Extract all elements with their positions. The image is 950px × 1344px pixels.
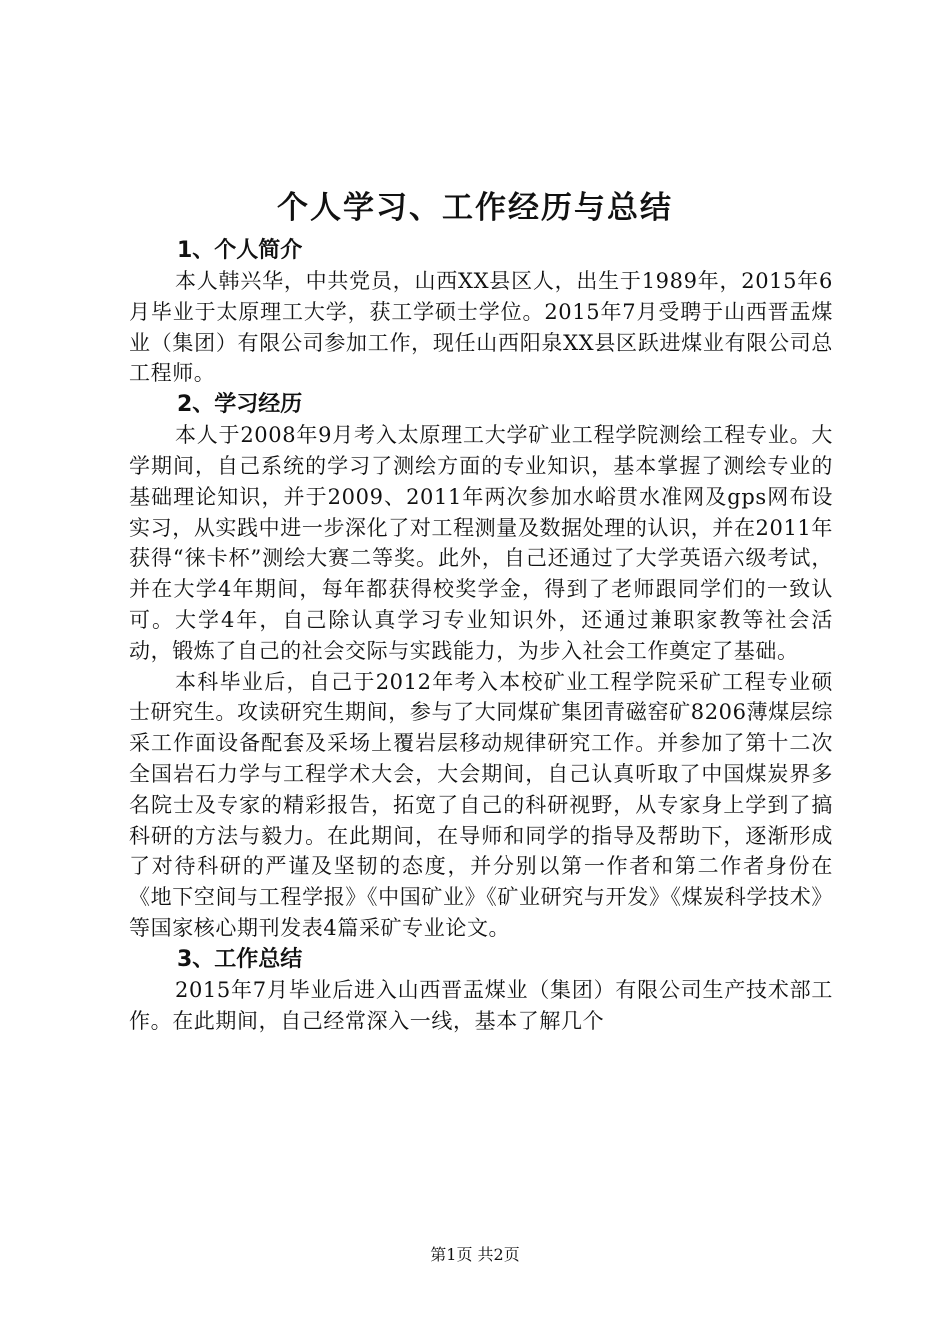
section-heading-profile: 1、个人简介 [177, 238, 303, 263]
document-body [129, 235, 833, 1036]
section-heading-education: 2、学习经历 [177, 392, 303, 418]
section-heading-work: 3、工作总结 [177, 946, 303, 972]
profile-paragraph: 本人韩兴华，中共党员，山西XX县区人，出生于1989年，2015年6月毕业于太原理工大学，获工学硕士学位。2015年7月受聘于山西晋盂煤业（集团）有限公司参加工作，现任山西阳泉XX县区跃进煤业有限公司总工程师。 [129, 269, 833, 386]
work-paragraph: 2015年7月毕业后进入山西晋盂煤业（集团）有限公司生产技术部工作。在此期间，自己经常深入一线，基本了解几个 [129, 977, 833, 1033]
page-number-footer: 第1页 共2页 [430, 1245, 520, 1264]
document-title: 个人学习、工作经历与总结 [277, 190, 673, 226]
education-paragraph-graduate: 本科毕业后，自己于2012年考入本校矿业工程学院采矿工程专业硕士研究生。攻读研究生期间，参与了大同煤矿集团青磁窑矿8206薄煤层综采工作面设备配套及采场上覆岩层移动规律研究工作。并参加了第十二次全国岩石力学与工程学术大会，大会期间，自己认真听取了中国煤炭界多名院士及专家的精彩报告，拓宽了自己的科研视野，从专家身上学到了搞科研的方法与毅力。在此期间，在导师和同学的指导及帮助下，逐渐形成了对待科研的严谨及坚韧的态度，并分别以第一作者和第二作者身份在《地下空间与工程学报》《中国矿业》《矿业研究与开发》《煤炭科学技术》等国家核心期刊发表4篇采矿专业论文。 [129, 669, 833, 940]
education-paragraph-undergrad: 本人于2008年9月考入太原理工大学矿业工程学院测绘工程专业。大学期间，自己系统的学习了测绘方面的专业知识，基本掌握了测绘专业的基础理论知识，并于2009、2011年两次参加水峪贯水准网及gps网布设实习，从实践中进一步深化了对工程测量及数据处理的认识，并在2011年获得“徕卡杯”测绘大赛二等奖。此外，自己还通过了大学英语六级考试，并在大学4年期间，每年都获得校奖学金，得到了老师跟同学们的一致认可。大学4年，自己除认真学习专业知识外，还通过兼职家教等社会活动，锻炼了自己的社会交际与实践能力，为步入社会工作奠定了基础。 [129, 423, 833, 663]
